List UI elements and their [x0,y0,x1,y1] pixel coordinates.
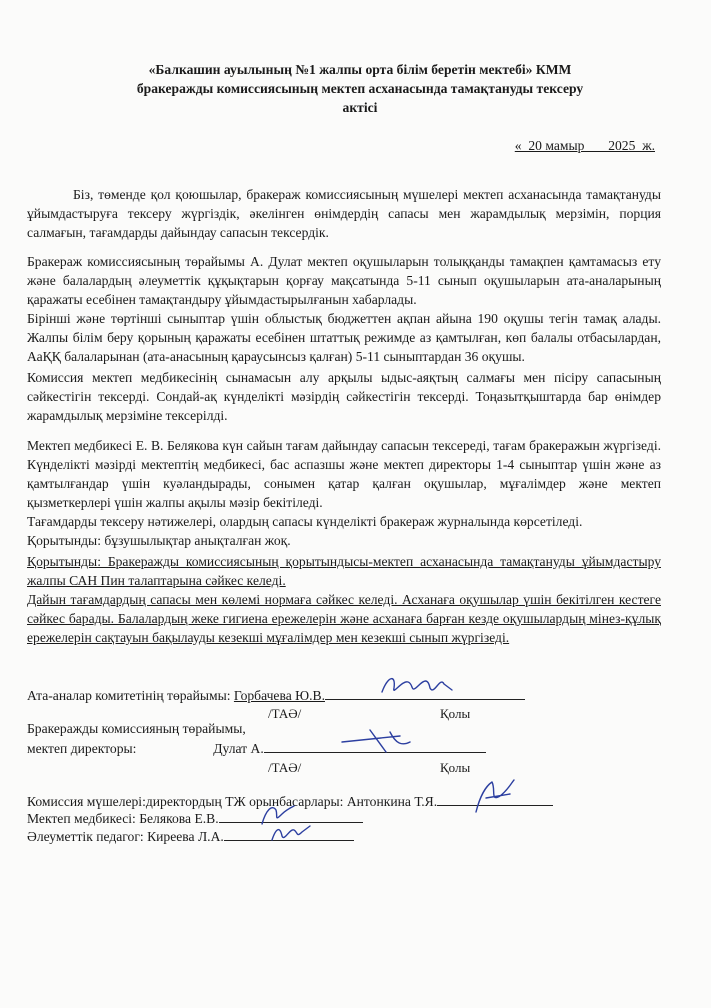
members-signature-scribble [470,776,520,816]
chair-label-line-1: Бракеражды комиссияның төрайымы, [27,721,246,736]
chair-signature-scribble [340,724,420,754]
paragraph-4c-text: Қорытынды: бұзушылықтар анықталған жоқ. [27,533,291,548]
paragraph-4 [27,436,661,550]
parents-name: Горбачева Ю.В. [233,688,325,703]
paragraph-4b-text: Тағамдарды тексеру нәтижелері, олардың сапасы күнделікті бракераж журналында көрсетіледі. [27,514,583,529]
conclusion-block [27,552,661,647]
paragraph-3 [27,368,661,425]
conclusion-a-text: Қорытынды: Бракеражды комиссиясының қорытындысы-мектеп асханасында тамақтануды ұйымдастыру жалпы САН Пин талаптарына сәйкес келеді. [27,554,661,588]
chair-name: Дулат А. [213,741,264,756]
title-line-2: бракеражды комиссиясының мектеп асханасында тамақтануды тексеру [136,81,584,96]
members-label: Комиссия мүшелері:директордың ТЖ орынбасарлары: Антонкина Т.Я. [27,794,438,809]
paragraph-4a-text: Мектеп медбикесі Е. В. Белякова күн сайын тағам дайындау сапасын тексереді, тағам бракеражын жүргізеді. Күнделікті мәзірді мектептің медбикесі, бас аспазшы және мектеп директоры 1-4 сыныптар үшін және аз қамтылғандар үшін куәландырады, сонымен қатар қалған оқушылар, мұғалімдер және мектеп қызметкерлері үшін жалпы ақылы мәзір бекітіледі. [27,438,661,510]
parents-tao-caption: /ТАӘ/ [268,706,302,721]
paragraph-2 [27,252,661,366]
pedagog-label: Әлеуметтік педагог: Киреева Л.А. [27,829,224,844]
parents-signature-scribble [378,670,458,700]
chair-qoly-caption: Қолы [440,760,471,775]
nurse-label: Мектеп медбикесі: Белякова Е.В. [27,811,219,826]
conclusion-b-text: Дайын тағамдардың сапасы мен көлемі нормаға сәйкес келеді. Асханаға оқушылар үшін бекітілген кестеге сәйкес барады. Балалардың жеке гигиена ережелерін және асханаға барған кезде оқушылардың мінез-құлық ережелерін сақтауын бақылауды кезекші мұғалімдер мен кезекші сынып жүргізеді. [27,592,661,645]
chair-tao-caption: /ТАӘ/ [268,760,302,775]
paragraph-2b-text: Бірінші және төртінші сыныптар үшін облыстық бюджеттен ақпан айына 190 оқушы тегін тамақ алады. Жалпы білім беру қорының қаражаты есебінен штаттық режимде аз қамтылған, көп балалы отбасылардан, АаҚҚ балаларынан (ата-анасының қараусынсыз қалған) 5-11 сыныптардан 36 оқушы. [27,311,661,364]
paragraph-1-text: Біз, төменде қол қоюшылар, бракераж комиссиясының мүшелері мектеп асханасында тамақтануды ұйымдастыруға тексеру жүргіздік, әкелінген өнімдердің сапасы мен жарамдылық мерзімін, порция салмағын, тағамдарды дайындау сапасын тексердік. [27,187,661,240]
document-date: « 20 мамыр 2025 ж. [514,138,655,153]
paragraph-2a-text: Бракераж комиссиясының төрайымы А. Дулат мектеп оқушыларын толыққанды тамақпен қамтамасыз ету және балалардың әлеуметтік құқықтарын қорғау мақсатында 5-11 сынып оқушыларын ата-аналарының қаражаты есебінен тамақтандыру ұйымдастырылғанын хабарлады. [27,254,661,307]
pedagog-signature-scribble [268,820,314,844]
paragraph-3-text: Комиссия мектеп медбикесінің сынамасын алу арқылы ыдыс-аяқтың салмағы мен пісіру сапасының сәйкестігін тексерді. Сондай-ақ күнделікті мәзірдің сәйкестігін тексерді. Тоңазытқыштарда бар өнімдер жарамдылық мерзіміне тексерілді. [27,370,661,423]
chair-label-line-2: мектеп директоры: [27,741,137,756]
parents-label: Ата-аналар комитетінің төрайымы: [27,688,231,703]
parents-qoly-caption: Қолы [440,706,471,721]
paragraph-1 [27,185,661,242]
title-line-3: актісі [342,100,378,115]
document-title [100,60,620,117]
title-line-1: «Балкашин ауылының №1 жалпы орта білім беретін мектебі» КММ [148,62,572,77]
